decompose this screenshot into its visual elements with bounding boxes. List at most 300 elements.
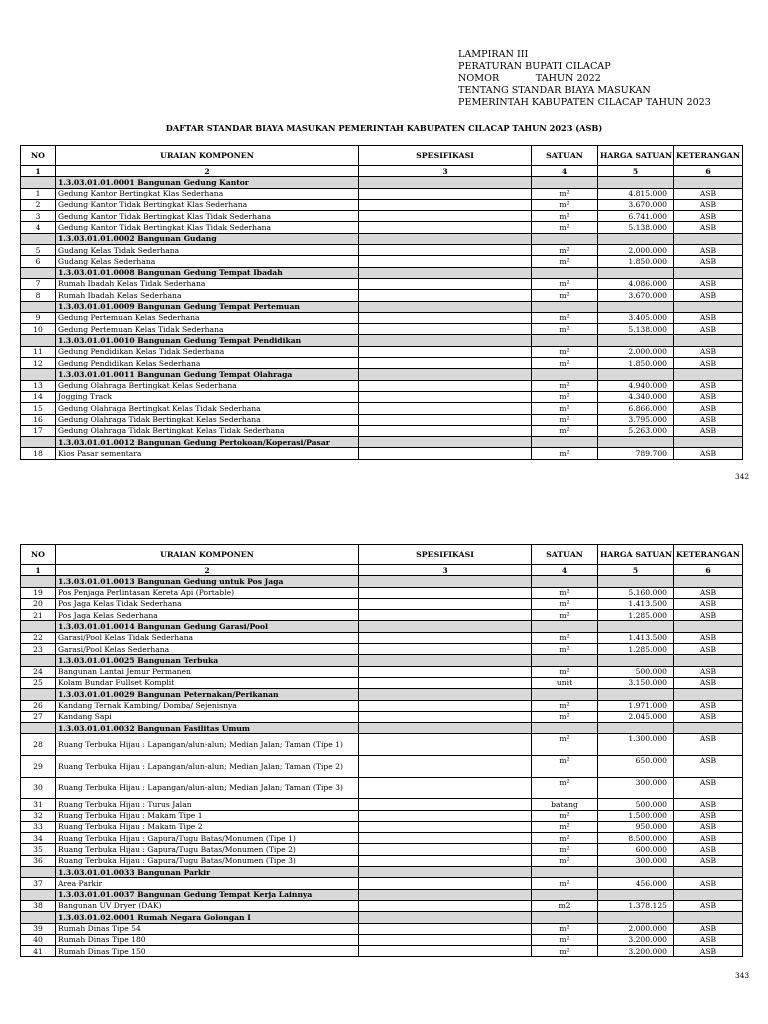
group-no-cell [21,912,56,923]
table-row [21,677,743,688]
table-row [21,587,743,598]
group-empty-cell [674,889,743,900]
row-spesifikasi [359,391,532,402]
table-row [21,403,743,414]
row-uraian: Rumah Dinas Tipe 180 [56,934,359,945]
row-no: 33 [21,821,56,832]
table-header-row [21,146,743,166]
column-number: 5 [598,166,674,177]
row-harga: 4.940.000 [598,380,674,391]
group-no-cell [21,267,56,278]
row-spesifikasi [359,844,532,855]
table-row [21,448,743,459]
row-spesifikasi [359,358,532,369]
group-empty-cell [359,437,532,448]
group-row [21,621,743,632]
group-empty-cell [532,335,598,346]
row-harga: 3.670.000 [598,290,674,301]
row-keterangan: ASB [674,278,743,289]
row-keterangan: ASB [674,934,743,945]
table-row [21,734,743,756]
row-no: 4 [21,222,56,233]
column-header: KETERANGAN [674,545,743,565]
group-empty-cell [359,301,532,312]
row-satuan: m² [532,199,598,210]
row-harga: 5.160.000 [598,587,674,598]
row-keterangan: ASB [674,598,743,609]
table-row [21,844,743,855]
row-harga: 3.200.000 [598,946,674,957]
row-uraian: Ruang Terbuka Hijau : Lapangan/alun-alun; Median Jalan; Taman (Tipe 3) [56,777,359,799]
row-keterangan: ASB [674,777,743,799]
row-keterangan: ASB [674,403,743,414]
row-no: 1 [21,188,56,199]
row-harga: 3.150.000 [598,677,674,688]
row-harga: 6.866.000 [598,403,674,414]
column-header: URAIAN KOMPONEN [56,146,359,166]
column-header: SPESIFIKASI [359,545,532,565]
row-satuan: m² [532,777,598,799]
row-satuan: m² [532,358,598,369]
table-row [21,199,743,210]
row-no: 39 [21,923,56,934]
group-row [21,335,743,346]
row-no: 17 [21,425,56,436]
row-satuan: m² [532,878,598,889]
row-spesifikasi [359,312,532,323]
row-satuan: m² [532,211,598,222]
group-no-cell [21,867,56,878]
table-row [21,380,743,391]
header-line-pemerintah: PEMERINTAH KABUPATEN CILACAP TAHUN 2023 [458,97,711,108]
row-no: 30 [21,777,56,799]
row-no: 29 [21,756,56,778]
row-harga: 300.000 [598,777,674,799]
row-satuan: m² [532,810,598,821]
row-satuan: m² [532,833,598,844]
row-no: 19 [21,587,56,598]
group-empty-cell [598,301,674,312]
row-no: 37 [21,878,56,889]
row-spesifikasi [359,414,532,425]
group-empty-cell [532,437,598,448]
group-empty-cell [674,867,743,878]
row-spesifikasi [359,587,532,598]
group-row [21,655,743,666]
group-empty-cell [598,267,674,278]
row-keterangan: ASB [674,425,743,436]
row-uraian: Gedung Pendidikan Kelas Tidak Sederhana [56,346,359,357]
row-spesifikasi [359,946,532,957]
row-spesifikasi [359,188,532,199]
row-uraian: Gedung Pendidikan Kelas Sederhana [56,358,359,369]
row-keterangan: ASB [674,312,743,323]
column-number: 5 [598,565,674,576]
row-spesifikasi [359,448,532,459]
row-keterangan: ASB [674,844,743,855]
row-harga: 1.285.000 [598,644,674,655]
row-keterangan: ASB [674,587,743,598]
table-row [21,346,743,357]
group-empty-cell [359,576,532,587]
row-keterangan: ASB [674,324,743,335]
group-empty-cell [598,177,674,188]
row-keterangan: ASB [674,358,743,369]
row-keterangan: ASB [674,810,743,821]
row-keterangan: ASB [674,632,743,643]
row-harga: 1.850.000 [598,358,674,369]
row-spesifikasi [359,810,532,821]
table-row [21,245,743,256]
row-satuan: m² [532,821,598,832]
group-empty-cell [598,576,674,587]
row-spesifikasi [359,923,532,934]
row-spesifikasi [359,833,532,844]
row-harga: 5.138.000 [598,324,674,335]
group-empty-cell [359,889,532,900]
row-satuan: m² [532,290,598,301]
table-row [21,833,743,844]
row-satuan: m² [532,403,598,414]
row-harga: 500.000 [598,666,674,677]
column-number-row [21,565,743,576]
row-no: 38 [21,900,56,911]
row-no: 22 [21,632,56,643]
table-row [21,923,743,934]
row-keterangan: ASB [674,644,743,655]
group-label: 1.3.03.01.01.0032 Bangunan Fasilitas Umum [56,723,359,734]
group-empty-cell [359,912,532,923]
row-satuan: m² [532,632,598,643]
row-harga: 2.000.000 [598,923,674,934]
row-satuan: m² [532,245,598,256]
row-harga: 2.000.000 [598,346,674,357]
table-row [21,666,743,677]
row-uraian: Rumah Dinas Tipe 150 [56,946,359,957]
group-label: 1.3.03.01.01.0013 Bangunan Gedung untuk Pos Jaga [56,576,359,587]
row-no: 9 [21,312,56,323]
column-header: SATUAN [532,146,598,166]
group-empty-cell [359,867,532,878]
group-empty-cell [598,689,674,700]
row-uraian: Gedung Pertemuan Kelas Tidak Sederhana [56,324,359,335]
row-keterangan: ASB [674,380,743,391]
row-keterangan: ASB [674,448,743,459]
row-harga: 1.413.500 [598,632,674,643]
group-empty-cell [359,369,532,380]
row-spesifikasi [359,256,532,267]
group-row [21,576,743,587]
row-keterangan: ASB [674,222,743,233]
row-uraian: Kios Pasar sementara [56,448,359,459]
row-uraian: Jogging Track [56,391,359,402]
row-uraian: Area Parkir [56,878,359,889]
table-row [21,414,743,425]
row-harga: 1.971.000 [598,700,674,711]
row-keterangan: ASB [674,199,743,210]
group-label: 1.3.03.01.01.0010 Bangunan Gedung Tempat Pendidikan [56,335,359,346]
group-label: 1.3.03.01.01.0029 Bangunan Peternakan/Perikanan [56,689,359,700]
group-row [21,177,743,188]
column-header: URAIAN KOMPONEN [56,545,359,565]
group-row [21,689,743,700]
row-satuan: m² [532,391,598,402]
row-no: 41 [21,946,56,957]
group-empty-cell [598,233,674,244]
row-satuan: unit [532,677,598,688]
row-harga: 500.000 [598,799,674,810]
group-empty-cell [674,912,743,923]
group-label: 1.3.03.01.01.0001 Bangunan Gedung Kantor [56,177,359,188]
row-satuan: m² [532,734,598,756]
group-no-cell [21,369,56,380]
group-empty-cell [532,301,598,312]
row-spesifikasi [359,900,532,911]
table-row [21,610,743,621]
header-line-nomor: NOMOR TAHUN 2022 [458,73,601,84]
group-empty-cell [532,723,598,734]
group-no-cell [21,233,56,244]
table-row [21,391,743,402]
row-satuan: m² [532,425,598,436]
table-row [21,756,743,778]
row-satuan: m² [532,946,598,957]
row-spesifikasi [359,799,532,810]
group-empty-cell [674,576,743,587]
row-satuan: m² [532,256,598,267]
group-empty-cell [598,655,674,666]
group-empty-cell [359,335,532,346]
row-uraian: Gedung Olahraga Tidak Bertingkat Kelas Sederhana [56,414,359,425]
group-empty-cell [532,576,598,587]
row-spesifikasi [359,878,532,889]
row-harga: 456.000 [598,878,674,889]
group-empty-cell [532,267,598,278]
row-uraian: Bangunan Lantai Jemur Permanen [56,666,359,677]
table-row [21,777,743,799]
group-row [21,889,743,900]
column-number: 3 [359,166,532,177]
row-uraian: Ruang Terbuka Hijau : Makam Tipe 1 [56,810,359,821]
row-uraian: Rumah Dinas Tipe 54 [56,923,359,934]
row-spesifikasi [359,278,532,289]
row-keterangan: ASB [674,666,743,677]
row-uraian: Pos Penjaga Perlintasan Kereta Api (Portable) [56,587,359,598]
row-no: 34 [21,833,56,844]
group-empty-cell [532,889,598,900]
group-row [21,369,743,380]
group-empty-cell [359,267,532,278]
table-row [21,700,743,711]
group-label: 1.3.03.01.01.0012 Bangunan Gedung Pertokoan/Koperasi/Pasar [56,437,359,448]
group-empty-cell [359,723,532,734]
row-uraian: Gedung Olahraga Bertingkat Kelas Tidak Sederhana [56,403,359,414]
table-row [21,324,743,335]
group-empty-cell [674,689,743,700]
group-label: 1.3.03.01.01.0002 Bangunan Gudang [56,233,359,244]
column-number: 2 [56,166,359,177]
row-harga: 1.378.125 [598,900,674,911]
row-no: 25 [21,677,56,688]
row-spesifikasi [359,677,532,688]
row-satuan: m² [532,188,598,199]
row-uraian: Garasi/Pool Kelas Sederhana [56,644,359,655]
row-no: 28 [21,734,56,756]
row-satuan: m² [532,278,598,289]
column-header: SPESIFIKASI [359,146,532,166]
row-satuan: m² [532,587,598,598]
row-keterangan: ASB [674,188,743,199]
row-harga: 3.670.000 [598,199,674,210]
asb-table-page-342 [20,145,743,460]
row-harga: 6.741.000 [598,211,674,222]
group-empty-cell [359,177,532,188]
row-spesifikasi [359,403,532,414]
row-spesifikasi [359,734,532,756]
row-harga: 8.500.000 [598,833,674,844]
row-harga: 600.000 [598,844,674,855]
header-line-tentang: TENTANG STANDAR BIAYA MASUKAN [458,85,651,96]
row-uraian: Garasi/Pool Kelas Tidak Sederhana [56,632,359,643]
group-empty-cell [532,655,598,666]
table-header-row [21,545,743,565]
table-row [21,878,743,889]
table-row [21,946,743,957]
row-no: 24 [21,666,56,677]
row-no: 6 [21,256,56,267]
group-label: 1.3.03.01.01.0037 Bangunan Gedung Tempat Kerja Lainnya [56,889,359,900]
group-empty-cell [674,621,743,632]
row-uraian: Rumah Ibadah Kelas Sederhana [56,290,359,301]
group-empty-cell [674,301,743,312]
group-empty-cell [532,369,598,380]
row-harga: 4.815.000 [598,188,674,199]
group-empty-cell [532,621,598,632]
row-harga: 1.500.000 [598,810,674,821]
group-row [21,723,743,734]
row-satuan: m² [532,324,598,335]
column-number: 1 [21,565,56,576]
row-spesifikasi [359,380,532,391]
group-empty-cell [674,177,743,188]
row-uraian: Ruang Terbuka Hijau : Gapura/Tugu Batas/Monumen (Tipe 1) [56,833,359,844]
row-no: 3 [21,211,56,222]
column-number: 6 [674,166,743,177]
group-empty-cell [674,437,743,448]
group-no-cell [21,335,56,346]
group-empty-cell [674,335,743,346]
table-row [21,934,743,945]
row-spesifikasi [359,855,532,866]
row-no: 27 [21,711,56,722]
group-no-cell [21,723,56,734]
row-no: 12 [21,358,56,369]
row-spesifikasi [359,777,532,799]
table-row [21,821,743,832]
group-empty-cell [359,655,532,666]
table-row [21,188,743,199]
row-keterangan: ASB [674,946,743,957]
group-row [21,267,743,278]
row-uraian: Ruang Terbuka Hijau : Makam Tipe 2 [56,821,359,832]
group-empty-cell [532,233,598,244]
group-empty-cell [359,689,532,700]
table-row [21,222,743,233]
table-row [21,425,743,436]
row-uraian: Kolam Bundar Fullset Komplit [56,677,359,688]
row-no: 10 [21,324,56,335]
row-spesifikasi [359,222,532,233]
group-empty-cell [598,867,674,878]
row-spesifikasi [359,821,532,832]
row-satuan: m² [532,711,598,722]
row-harga: 2.000.000 [598,245,674,256]
row-spesifikasi [359,666,532,677]
row-satuan: m² [532,448,598,459]
group-empty-cell [674,233,743,244]
group-no-cell [21,437,56,448]
row-keterangan: ASB [674,833,743,844]
group-label: 1.3.03.01.02.0001 Rumah Negara Golongan I [56,912,359,923]
row-keterangan: ASB [674,700,743,711]
row-uraian: Ruang Terbuka Hijau : Gapura/Tugu Batas/Monumen (Tipe 3) [56,855,359,866]
row-keterangan: ASB [674,756,743,778]
row-spesifikasi [359,632,532,643]
row-keterangan: ASB [674,290,743,301]
group-empty-cell [674,267,743,278]
group-row [21,233,743,244]
group-no-cell [21,889,56,900]
group-empty-cell [674,655,743,666]
row-uraian: Gedung Pertemuan Kelas Sederhana [56,312,359,323]
group-no-cell [21,177,56,188]
row-no: 32 [21,810,56,821]
group-empty-cell [674,723,743,734]
row-spesifikasi [359,425,532,436]
row-harga: 3.200.000 [598,934,674,945]
row-harga: 1.850.000 [598,256,674,267]
row-no: 18 [21,448,56,459]
table-row [21,312,743,323]
row-keterangan: ASB [674,346,743,357]
row-uraian: Gedung Kantor Tidak Bertingkat Klas Tidak Sederhana [56,222,359,233]
row-no: 7 [21,278,56,289]
document-header [458,49,711,109]
row-no: 8 [21,290,56,301]
table-row [21,598,743,609]
row-satuan: m² [532,312,598,323]
row-uraian: Ruang Terbuka Hijau : Turus Jalan [56,799,359,810]
row-harga: 4.340.000 [598,391,674,402]
table-row [21,278,743,289]
table-row [21,799,743,810]
row-satuan: m² [532,222,598,233]
row-no: 20 [21,598,56,609]
row-keterangan: ASB [674,900,743,911]
group-no-cell [21,576,56,587]
row-spesifikasi [359,290,532,301]
row-uraian: Pos Jaga Kelas Tidak Sederhana [56,598,359,609]
row-no: 40 [21,934,56,945]
row-satuan: m² [532,644,598,655]
row-spesifikasi [359,346,532,357]
table-row [21,632,743,643]
row-spesifikasi [359,934,532,945]
row-spesifikasi [359,644,532,655]
row-uraian: Kandang Ternak Kambing/ Domba/ Sejenisnya [56,700,359,711]
row-satuan: m² [532,610,598,621]
table-row [21,810,743,821]
